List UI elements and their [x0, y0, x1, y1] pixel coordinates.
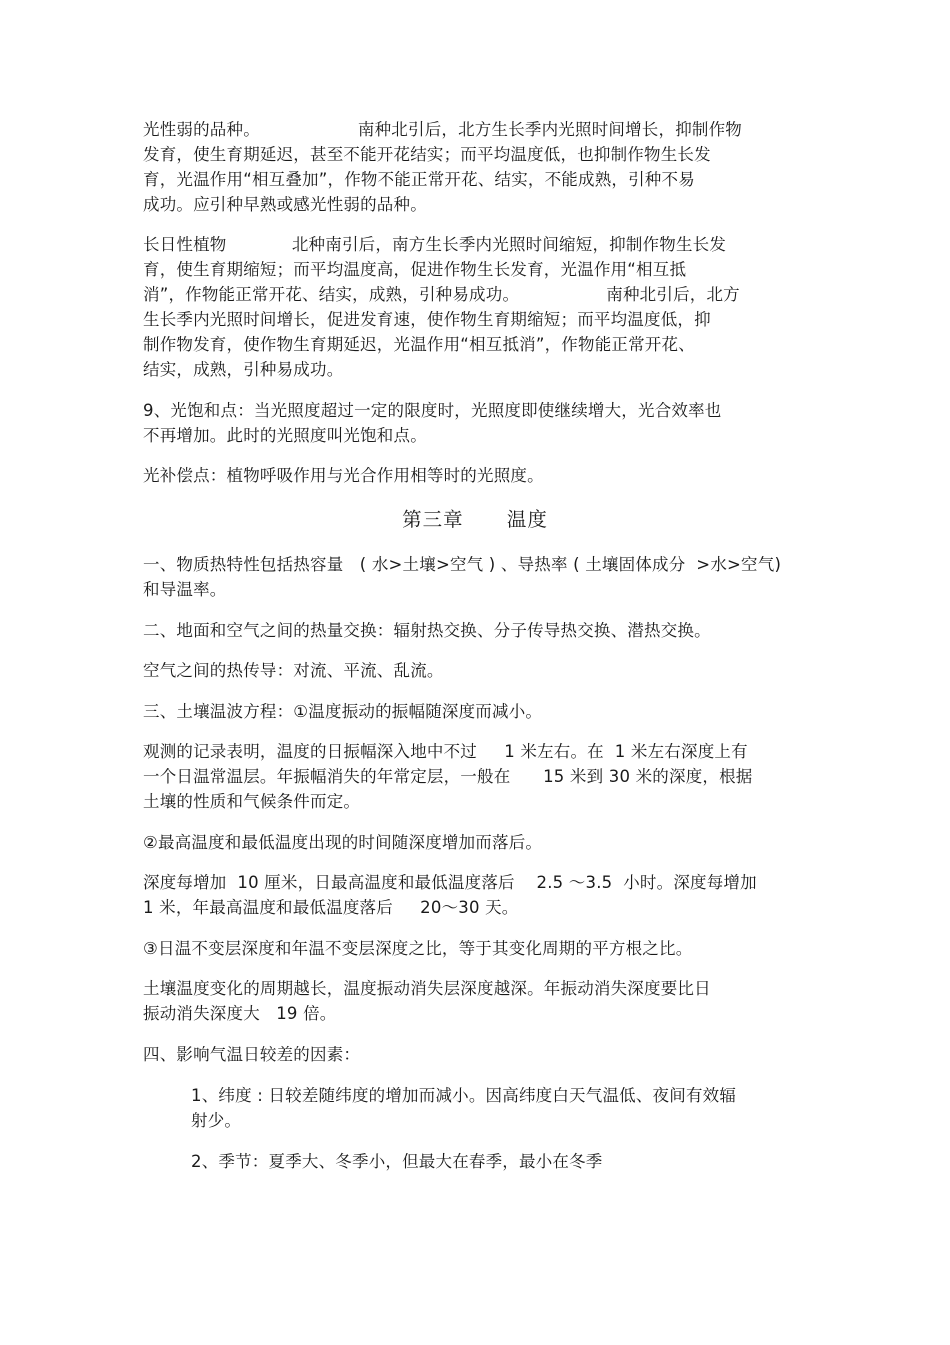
text-line: 深度每增加 10 厘米，日最高温度和最低温度落后 2.5 ～3.5 小时。深度每增加 — [143, 873, 757, 892]
text-line: 一个日温常温层。年振幅消失的年常定层，一般在 15 米到 30 米的深度，根据 — [143, 767, 753, 786]
text-line: 二、地面和空气之间的热量交换：辐射热交换、分子传导热交换、潜热交换。 — [143, 621, 711, 640]
text-line: 育，使生育期缩短；而平均温度高，促进作物生长发育，光温作用“相互抵 — [143, 260, 687, 279]
text-line: 观测的记录表明，温度的日振幅深入地中不过 1 米左右。在 1 米左右深度上有 — [143, 742, 748, 761]
text-line: 和导温率。 — [143, 580, 227, 599]
chapter-title: 第三章 温度 — [402, 508, 548, 531]
text-line: 土壤的性质和气候条件而定。 — [143, 792, 361, 811]
text-line: 1 米，年最高温度和最低温度落后 20～30 天。 — [143, 898, 519, 917]
text-line: 结实，成熟，引种易成功。 — [143, 360, 344, 379]
text-line: 发育，使生育期延迟，甚至不能开花结实；而平均温度低，也抑制作物生长发 — [143, 145, 711, 164]
text-line: 长日性植物 北种南引后，南方生长季内光照时间缩短，抑制作物生长发 — [143, 235, 727, 254]
text-line: 9、光饱和点：当光照度超过一定的限度时，光照度即使继续增大，光合效率也 — [143, 401, 722, 420]
text-line: ②最高温度和最低温度出现的时间随深度增加而落后。 — [143, 833, 543, 852]
text-line: 振动消失深度大 19 倍。 — [143, 1004, 337, 1023]
text-line: 光补偿点：植物呼吸作用与光合作用相等时的光照度。 — [143, 466, 544, 485]
text-line: 消”，作物能正常开花、结实，成熟，引种易成功。 南种北引后，北方 — [143, 285, 740, 304]
text-line: 一、物质热特性包括热容量 ( 水>土壤>空气 ) 、导热率 ( 土壤固体成分 >水>空气) — [143, 555, 782, 574]
text-line: 射少。 — [191, 1111, 242, 1130]
text-line: 光性弱的品种。 南种北引后，北方生长季内光照时间增长，抑制作物 — [143, 120, 743, 139]
text-line: 不再增加。此时的光照度叫光饱和点。 — [143, 426, 427, 445]
text-line: ③日温不变层深度和年温不变层深度之比，等于其变化周期的平方根之比。 — [143, 939, 693, 958]
text-line: 育，光温作用“相互叠加”，作物不能正常开花、结实，不能成熟，引种不易 — [143, 170, 695, 189]
text-line: 成功。应引种早熟或感光性弱的品种。 — [143, 195, 427, 214]
text-line: 生长季内光照时间增长，促进发育速，使作物生育期缩短；而平均温度低，抑 — [143, 310, 711, 329]
text-line: 空气之间的热传导：对流、平流、乱流。 — [143, 661, 444, 680]
text-line: 三、土壤温波方程：①温度振动的振幅随深度而减小。 — [143, 702, 543, 721]
text-line: 土壤温度变化的周期越长，温度振动消失层深度越深。年振动消失深度要比日 — [143, 979, 711, 998]
text-line: 四、影响气温日较差的因素： — [143, 1045, 361, 1064]
text-line: 2、季节：夏季大、冬季小，但最大在春季，最小在冬季 — [191, 1152, 603, 1171]
text-line: 制作物发育，使作物生育期延迟，光温作用“相互抵消”，作物能正常开花、 — [143, 335, 695, 354]
text-line: 1、纬度 : 日较差随纬度的增加而减小。因高纬度白天气温低、夜间有效辐 — [191, 1086, 737, 1105]
